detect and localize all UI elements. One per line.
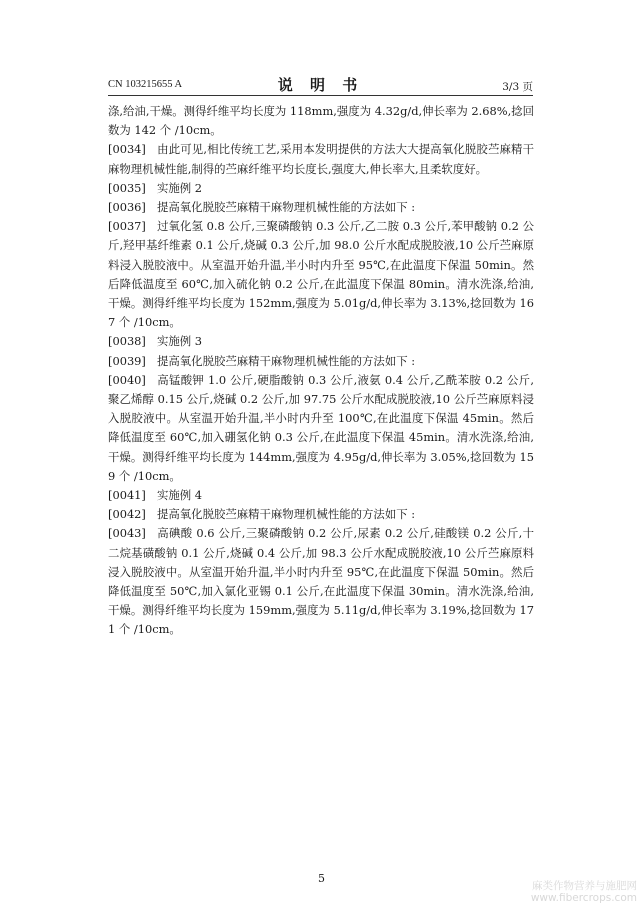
paragraph-0037	[108, 217, 534, 332]
paragraph-text: 提高氧化脱胶苎麻精干麻物理机械性能的方法如下 :	[157, 353, 416, 368]
paragraph-text: 实施例 2	[157, 180, 203, 195]
header-rule	[108, 95, 533, 96]
page-info: 3/3 页	[502, 81, 533, 93]
paragraph-number: [0038]	[108, 334, 146, 349]
document-body	[108, 102, 534, 640]
paragraph-text: 实施例 4	[157, 488, 203, 503]
watermark	[531, 880, 637, 904]
paragraph-number: [0043]	[108, 526, 146, 541]
paragraph-0038	[108, 332, 534, 351]
paragraph-number: [0035]	[108, 180, 146, 195]
paragraph-number: [0039]	[108, 353, 146, 368]
watermark-name: 麻类作物营养与施肥网	[532, 880, 637, 892]
paragraph-0043	[108, 524, 534, 639]
paragraph-number: [0042]	[108, 507, 146, 522]
paragraph-number: [0034]	[108, 142, 146, 157]
paragraph-text: 高碘酸 0.6 公斤,三聚磷酸钠 0.2 公斤,尿素 0.2 公斤,硅酸镁 0.2 公斤,十二烷基磺酸钠 0.1 公斤,烧碱 0.4 公斤,加 98.3 公斤水配成脱胶液,10 公斤苎麻原料浸入脱胶液中。从室温开始升温,半小时内升至 95℃,在此温度下保温 50min。然后降低温度至 50℃,加入氯化亚锡 0.1 公斤,在此温度下保温 30min。清水洗涤,给油,干燥。测得纤维平均长度为 159mm,强度为 5.11g/d,伸长率为 3.19%,捻回数为 171 个 /10cm。	[108, 526, 534, 637]
page-header	[108, 74, 533, 96]
page-number: 5	[318, 872, 325, 885]
paragraph-0041	[108, 486, 534, 505]
paragraph-number: [0036]	[108, 200, 146, 215]
paragraph-text: 提高氧化脱胶苎麻精干麻物理机械性能的方法如下 :	[157, 507, 416, 522]
patent-number: CN 103215655 A	[108, 79, 183, 90]
paragraph-text: 由此可见,相比传统工艺,采用本发明提供的方法大大提高氧化脱胶苎麻精干麻物理机械性能,制得的苎麻纤维平均长度长,强度大,伸长率大,且柔软度好。	[108, 142, 534, 176]
paragraph-number: [0040]	[108, 372, 146, 387]
paragraph-0036	[108, 198, 534, 217]
paragraph-text: 实施例 3	[157, 334, 203, 349]
paragraph-text: 涤,给油,干燥。测得纤维平均长度为 118mm,强度为 4.32g/d,伸长率为 2.68%,捻回数为 142 个 /10cm。	[108, 104, 534, 138]
paragraph-0042	[108, 505, 534, 524]
document-title: 说 明 书	[277, 76, 364, 94]
paragraph-0039	[108, 352, 534, 371]
paragraph-0040	[108, 371, 534, 486]
paragraph-0034	[108, 140, 534, 178]
watermark-url: www.fibercrops.com	[530, 892, 637, 904]
paragraph-text: 提高氧化脱胶苎麻精干麻物理机械性能的方法如下 :	[157, 200, 416, 215]
paragraph-text: 过氧化氢 0.8 公斤,三聚磷酸钠 0.3 公斤,乙二胺 0.3 公斤,苯甲酸钠 0.2 公斤,羟甲基纤维素 0.1 公斤,烧碱 0.3 公斤,加 98.0 公斤水配成脱胶液,10 公斤苎麻原料浸入脱胶液中。从室温开始升温,半小时内升至 95℃,在此温度下保温 50min。然后降低温度至 60℃,加入硫化钠 0.2 公斤,在此温度下保温 80min。清水洗涤,给油,干燥。测得纤维平均长度为 152mm,强度为 5.01g/d,伸长率为 3.13%,捻回数为 167 个 /10cm。	[108, 219, 534, 330]
paragraph-text: 高锰酸钾 1.0 公斤,硬脂酸钠 0.3 公斤,液氨 0.4 公斤,乙酰苯胺 0.2 公斤,聚乙烯醇 0.15 公斤,烧碱 0.2 公斤,加 97.75 公斤水配成脱胶液,10 公斤苎麻原料浸入脱胶液中。从室温开始升温,半小时内升至 100℃,在此温度下保温 45min。然后降低温度至 60℃,加入硼氢化钠 0.3 公斤,在此温度下保温 45min。清水洗涤,给油,干燥。测得纤维平均长度为 144mm,强度为 4.95g/d,伸长率为 3.05%,捻回数为 159 个 /10cm。	[108, 372, 534, 483]
paragraph-0035	[108, 179, 534, 198]
paragraph-number: [0037]	[108, 219, 146, 234]
paragraph-number: [0041]	[108, 488, 146, 503]
paragraph-continuation	[108, 102, 534, 140]
